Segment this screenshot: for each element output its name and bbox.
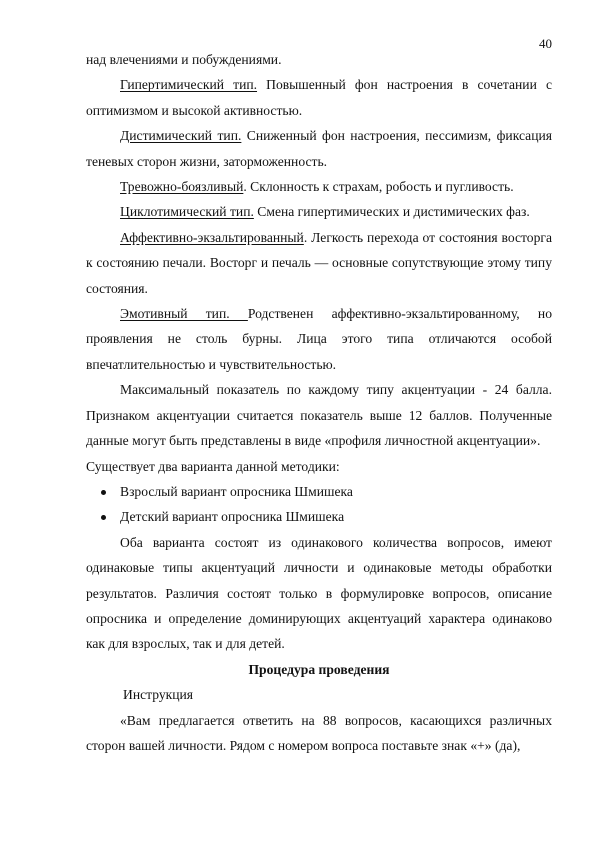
- paragraph-continuation: над влечениями и побуждениями.: [86, 52, 282, 67]
- list-item: Взрослый вариант опросника Шмишека: [86, 479, 552, 504]
- type-title: Циклотимический тип.: [120, 204, 254, 220]
- paragraph-hyperthymic: Гипертимический тип. Повышенный фон настроения в сочетании с оптимизмом и высокой активностью.: [86, 77, 552, 118]
- paragraph-cyclothymic: Циклотимический тип. Смена гипертимических и дистимических фаз.: [120, 204, 530, 220]
- paragraph-variants-compare: Оба варианта состоят из одинакового количества вопросов, имеют одинаковые типы акцентуаций личности и одинаковые методы обработки результатов. Различия состоят только в формулировке вопросов, описание опросника и определение доминирующих акцентуаций характера одинаково как для взрослых, так и для детей.: [86, 534, 552, 652]
- bullet-icon: [101, 490, 106, 495]
- bullet-icon: [101, 515, 106, 520]
- paragraph-dysthymic: Дистимический тип. Сниженный фон настроения, пессимизм, фиксация теневых сторон жизни, заторможенность.: [86, 128, 552, 169]
- instruction-label: Инструкция: [123, 687, 194, 703]
- variants-list: [86, 479, 552, 530]
- type-title: Эмотивный тип.: [120, 306, 248, 322]
- page-number: 40: [539, 36, 552, 51]
- type-title: Аффективно-экзальтированный: [120, 229, 304, 245]
- paragraph-affective-exalted: Аффективно-экзальтированный. Легкость перехода от состояния восторга к состоянию печали. Восторг и печаль — основные сопутствующие этому типу состояния.: [86, 229, 552, 296]
- section-heading: Процедура проведения: [248, 661, 390, 677]
- type-title: Гипертимический тип.: [120, 77, 258, 93]
- document-body: [86, 47, 552, 758]
- paragraph-anxious: Тревожно-боязливый. Склонность к страхам, робость и пугливость.: [120, 179, 514, 195]
- list-item: Детский вариант опросника Шмишека: [86, 504, 552, 529]
- paragraph-variants-intro: Существует два варианта данной методики:: [86, 458, 340, 474]
- paragraph-emotive: Эмотивный тип. Родственен аффективно-экзальтированному, но проявления не столь бурны. Лица этого типа отличаются особой впечатлительностью и чувствительностью.: [86, 306, 552, 372]
- paragraph-instruction-text: «Вам предлагается ответить на 88 вопросов, касающихся различных сторон вашей личности. Рядом с номером вопроса поставьте знак «+» (да),: [86, 712, 552, 753]
- type-title: Тревожно-боязливый: [120, 179, 244, 195]
- paragraph-max-score: Максимальный показатель по каждому типу акцентуации - 24 балла. Признаком акцентуации считается показатель выше 12 баллов. Полученные данные могут быть представлены в виде «профиля личностной акцентуации».: [86, 382, 552, 449]
- type-title: Дистимический тип.: [120, 128, 242, 144]
